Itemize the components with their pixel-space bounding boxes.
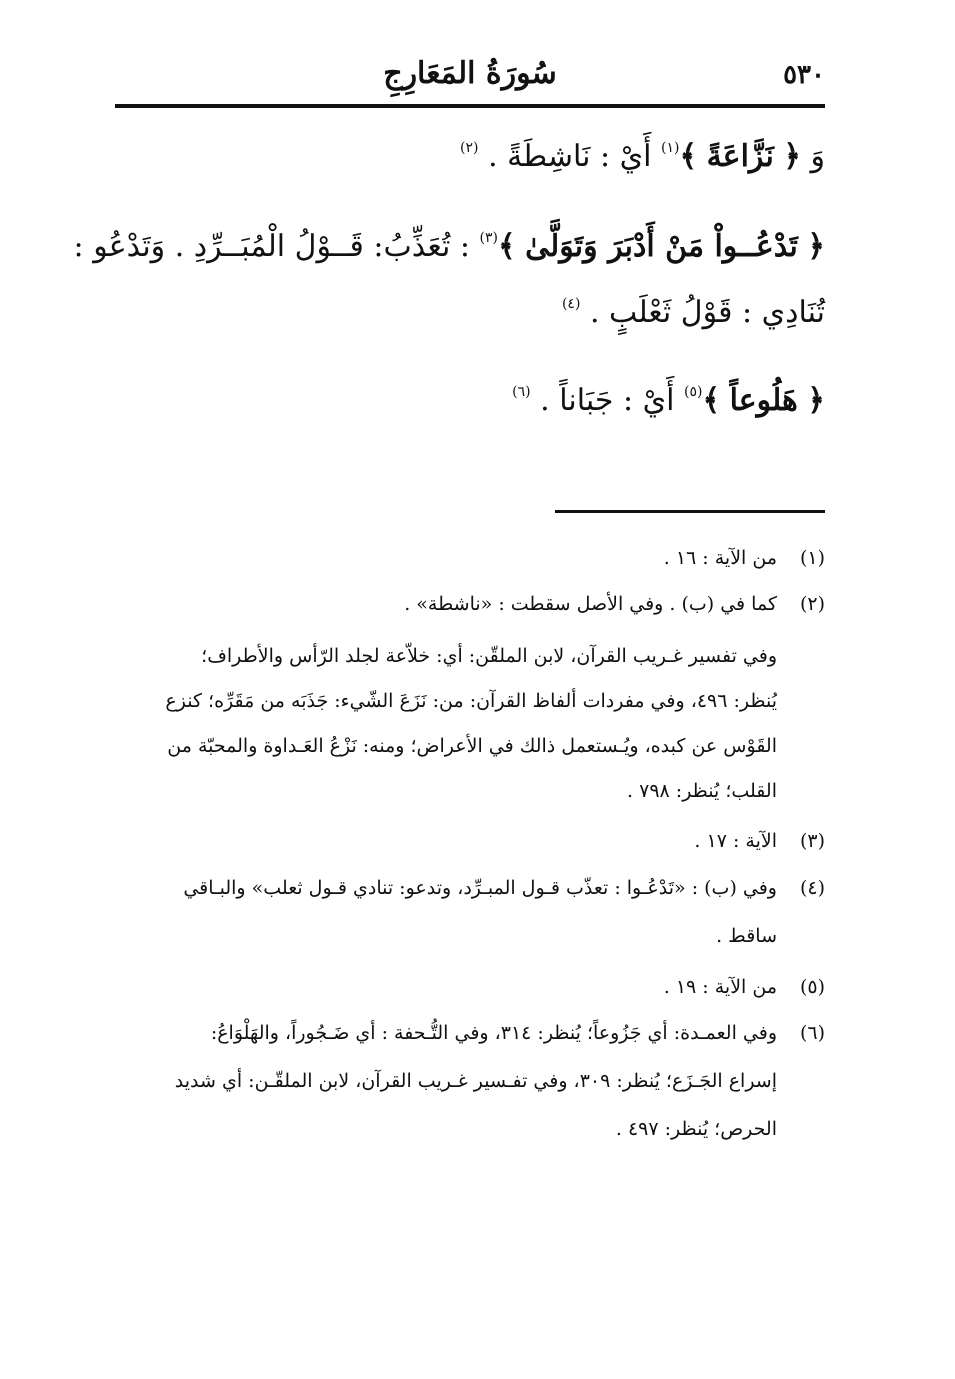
page-header [115,52,825,102]
footnote-text: القلب؛ يُنظر: ٧٩٨ . [627,780,777,802]
footnote-text: الآية : ١٧ . [694,830,777,852]
footnote-2-line [115,680,825,723]
footnote-number: (٥) [799,976,825,998]
page-number: ٥٣٠ [783,60,825,90]
footnote-number: (٦) [799,1022,825,1044]
footnote-3 [115,820,825,863]
ornate-bracket-open: ﴿ [807,229,825,264]
footnote-ref: (٢) [460,140,479,156]
footnote-number: (٣) [799,830,825,852]
footnote-text: الحرص؛ يُنظر: ٤٩٧ . [615,1118,777,1140]
entry-gloss: : تُعَذِّبُ: قَــوْلُ الْمُبَــرِّدِ . وَتَدْعُو : [73,229,470,264]
footnote-1 [115,537,825,580]
footnote-text: وفي تفسير غـريب القرآن، لابن الملقّن: أي: خلاّعة لجلد الرّأس والأطراف؛ [201,645,777,667]
footnote-2-line [115,725,825,768]
footnote-4 [115,867,825,910]
footnote-text: وفي (ب) : «تَدْعُـوا : تعذّب قـول المبـرِّد، وتدعو: تنادي قـول ثعلب» والبـاقي [183,877,777,899]
footnote-text: القَوْس عن كبده، ويُـستعمل ذالك في الأعراض؛ ومنه: نَزْعُ العَـداوة والمحبّة من [167,735,777,757]
footnote-ref: (٦) [512,384,531,400]
footnote-text: إسراع الجَـزَع؛ يُنظر: ٣٠٩، وفي تفـسير غـريب القرآن، لابن الملقّـن: أي شديد [174,1070,777,1092]
footnote-number: (٢) [799,593,825,615]
footnote-text: كما في (ب) . وفي الأصل سقطت : «ناشطة» . [404,593,777,615]
footnote-text: ساقط . [716,925,777,947]
footnote-separator [555,510,825,513]
footnote-2 [115,583,825,626]
ornate-bracket-open: ﴿ [807,383,825,418]
ornate-bracket-open: ﴿ [783,139,801,174]
footnote-text: من الآية : ١٩ . [663,976,777,998]
entry-nazzaa [115,126,825,188]
entry-prefix: وَ [810,139,825,174]
entry-gloss: أَيْ : نَاشِطَةً . [488,139,652,174]
footnote-5 [115,966,825,1009]
footnote-6-line [115,1060,825,1103]
quran-word: نَزَّاعَةً [706,139,774,174]
entry-tadu [73,216,825,278]
footnote-number: (١) [799,547,825,569]
header-divider [115,104,825,108]
ornate-bracket-close: ﴾ [679,139,698,174]
footnote-text: وفي العمـدة: أي جَزُوعاً؛ يُنظر: ٣١٤، وفي التُّـحفة : أي ضَـجُوراً، والهَلْوَاعُ: [210,1022,777,1044]
footnote-text: من الآية : ١٦ . [663,547,777,569]
entry-haluu [115,370,825,432]
ornate-bracket-close: ﴾ [498,229,516,264]
footnote-ref: (٥) [683,384,703,400]
footnote-text: يُنظر: ٤٩٦، وفي مفردات ألفاظ القرآن: من: نَزَعَ الشّيء: جَذَبَه من مَقَرِّه؛ كنزع [165,690,777,712]
entry-gloss: أَيْ : جَبَاناً . [540,383,675,418]
footnote-2-line [115,770,825,813]
quran-word: تَدْعُــواْ مَنْ أَدْبَرَ وَتَوَلَّىٰ [525,229,798,264]
footnote-2-line [115,635,825,678]
surah-title: سُورَةُ المَعَارِجِ [383,56,557,91]
footnote-4-line [115,915,825,958]
footnote-ref: (٣) [479,230,499,246]
footnote-6-line [115,1108,825,1151]
footnote-6 [115,1012,825,1055]
footnote-number: (٤) [799,877,825,899]
quran-word: هَلُوعاً [729,383,798,418]
entry-tadu-continued [115,282,825,344]
footnote-ref: (٤) [561,296,581,312]
entry-gloss-continued: تُنَادِي : قَوْلُ ثَعْلَبٍ . [589,295,825,330]
footnote-ref: (١) [661,140,680,156]
ornate-bracket-close: ﴾ [702,383,721,418]
